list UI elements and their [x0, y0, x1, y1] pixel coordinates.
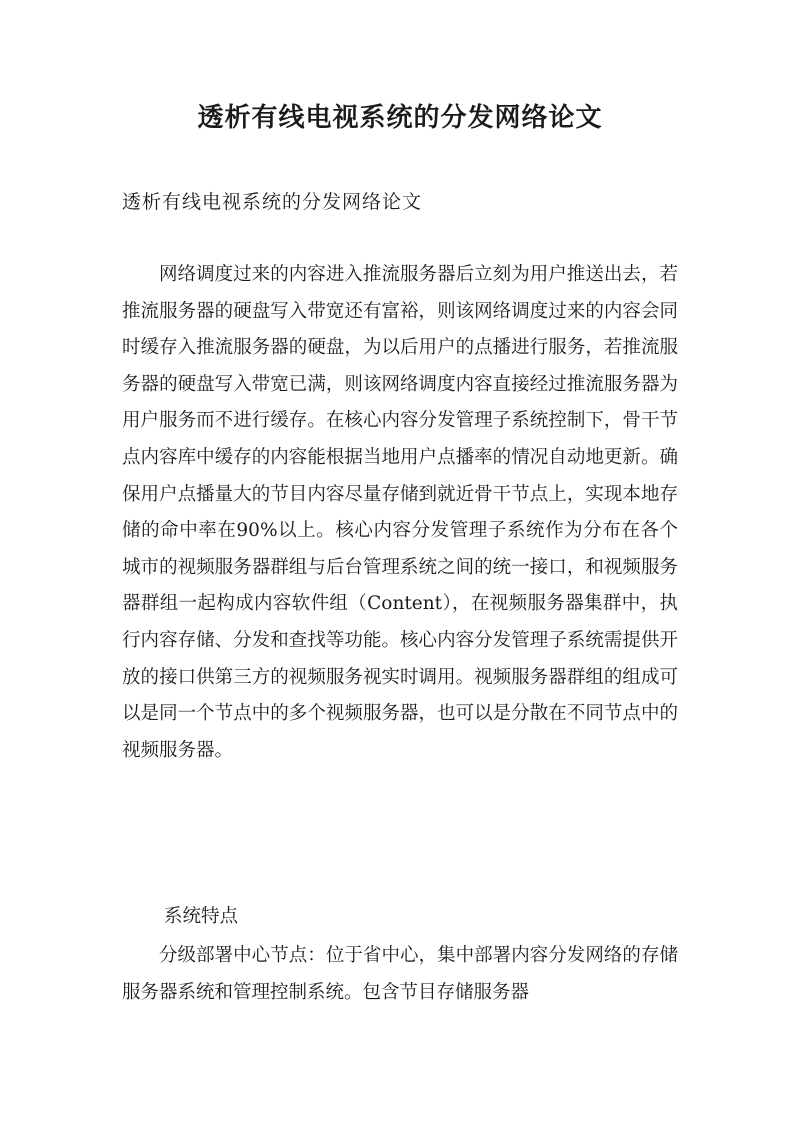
section-paragraph: 分级部署中心节点：位于省中心，集中部署内容分发网络的存储服务器系统和管理控制系统。包含节目存储服务器: [122, 945, 678, 1003]
document-subtitle: 透析有线电视系统的分发网络论文: [122, 191, 423, 213]
body-paragraph: 网络调度过来的内容进入推流服务器后立刻为用户推送出去，若推流服务器的硬盘写入带宽还有富裕，则该网络调度过来的内容会同时缓存入推流服务器的硬盘，为以后用户的点播进行服务，若推流服务器的硬盘写入带宽已满，则该网络调度内容直接经过推流服务器为用户服务而不进行缓存。在核心内容分发管理子系统控制下，骨干节点内容库中缓存的内容能根据当地用户点播率的情况自动地更新。确保用户点播量大的节目内容尽量存储到就近骨干节点上，实现本地存储的命中率在90%以上。核心内容分发管理子系统作为分布在各个城市的视频服务器群组与后台管理系统之间的统一接口，和视频服务器群组一起构成内容软件组（Content），在视频服务器集群中，执行内容存储、分发和查找等功能。核心内容分发管理子系统需提供开放的接口供第三方的视频服务视实时调用。视频服务器群组的组成可以是同一个节点中的多个视频服务器，也可以是分散在不同节点中的视频服务器。: [122, 264, 678, 761]
section-heading: 系统特点: [164, 906, 239, 927]
document-title: 透析有线电视系统的分发网络论文: [197, 103, 603, 133]
